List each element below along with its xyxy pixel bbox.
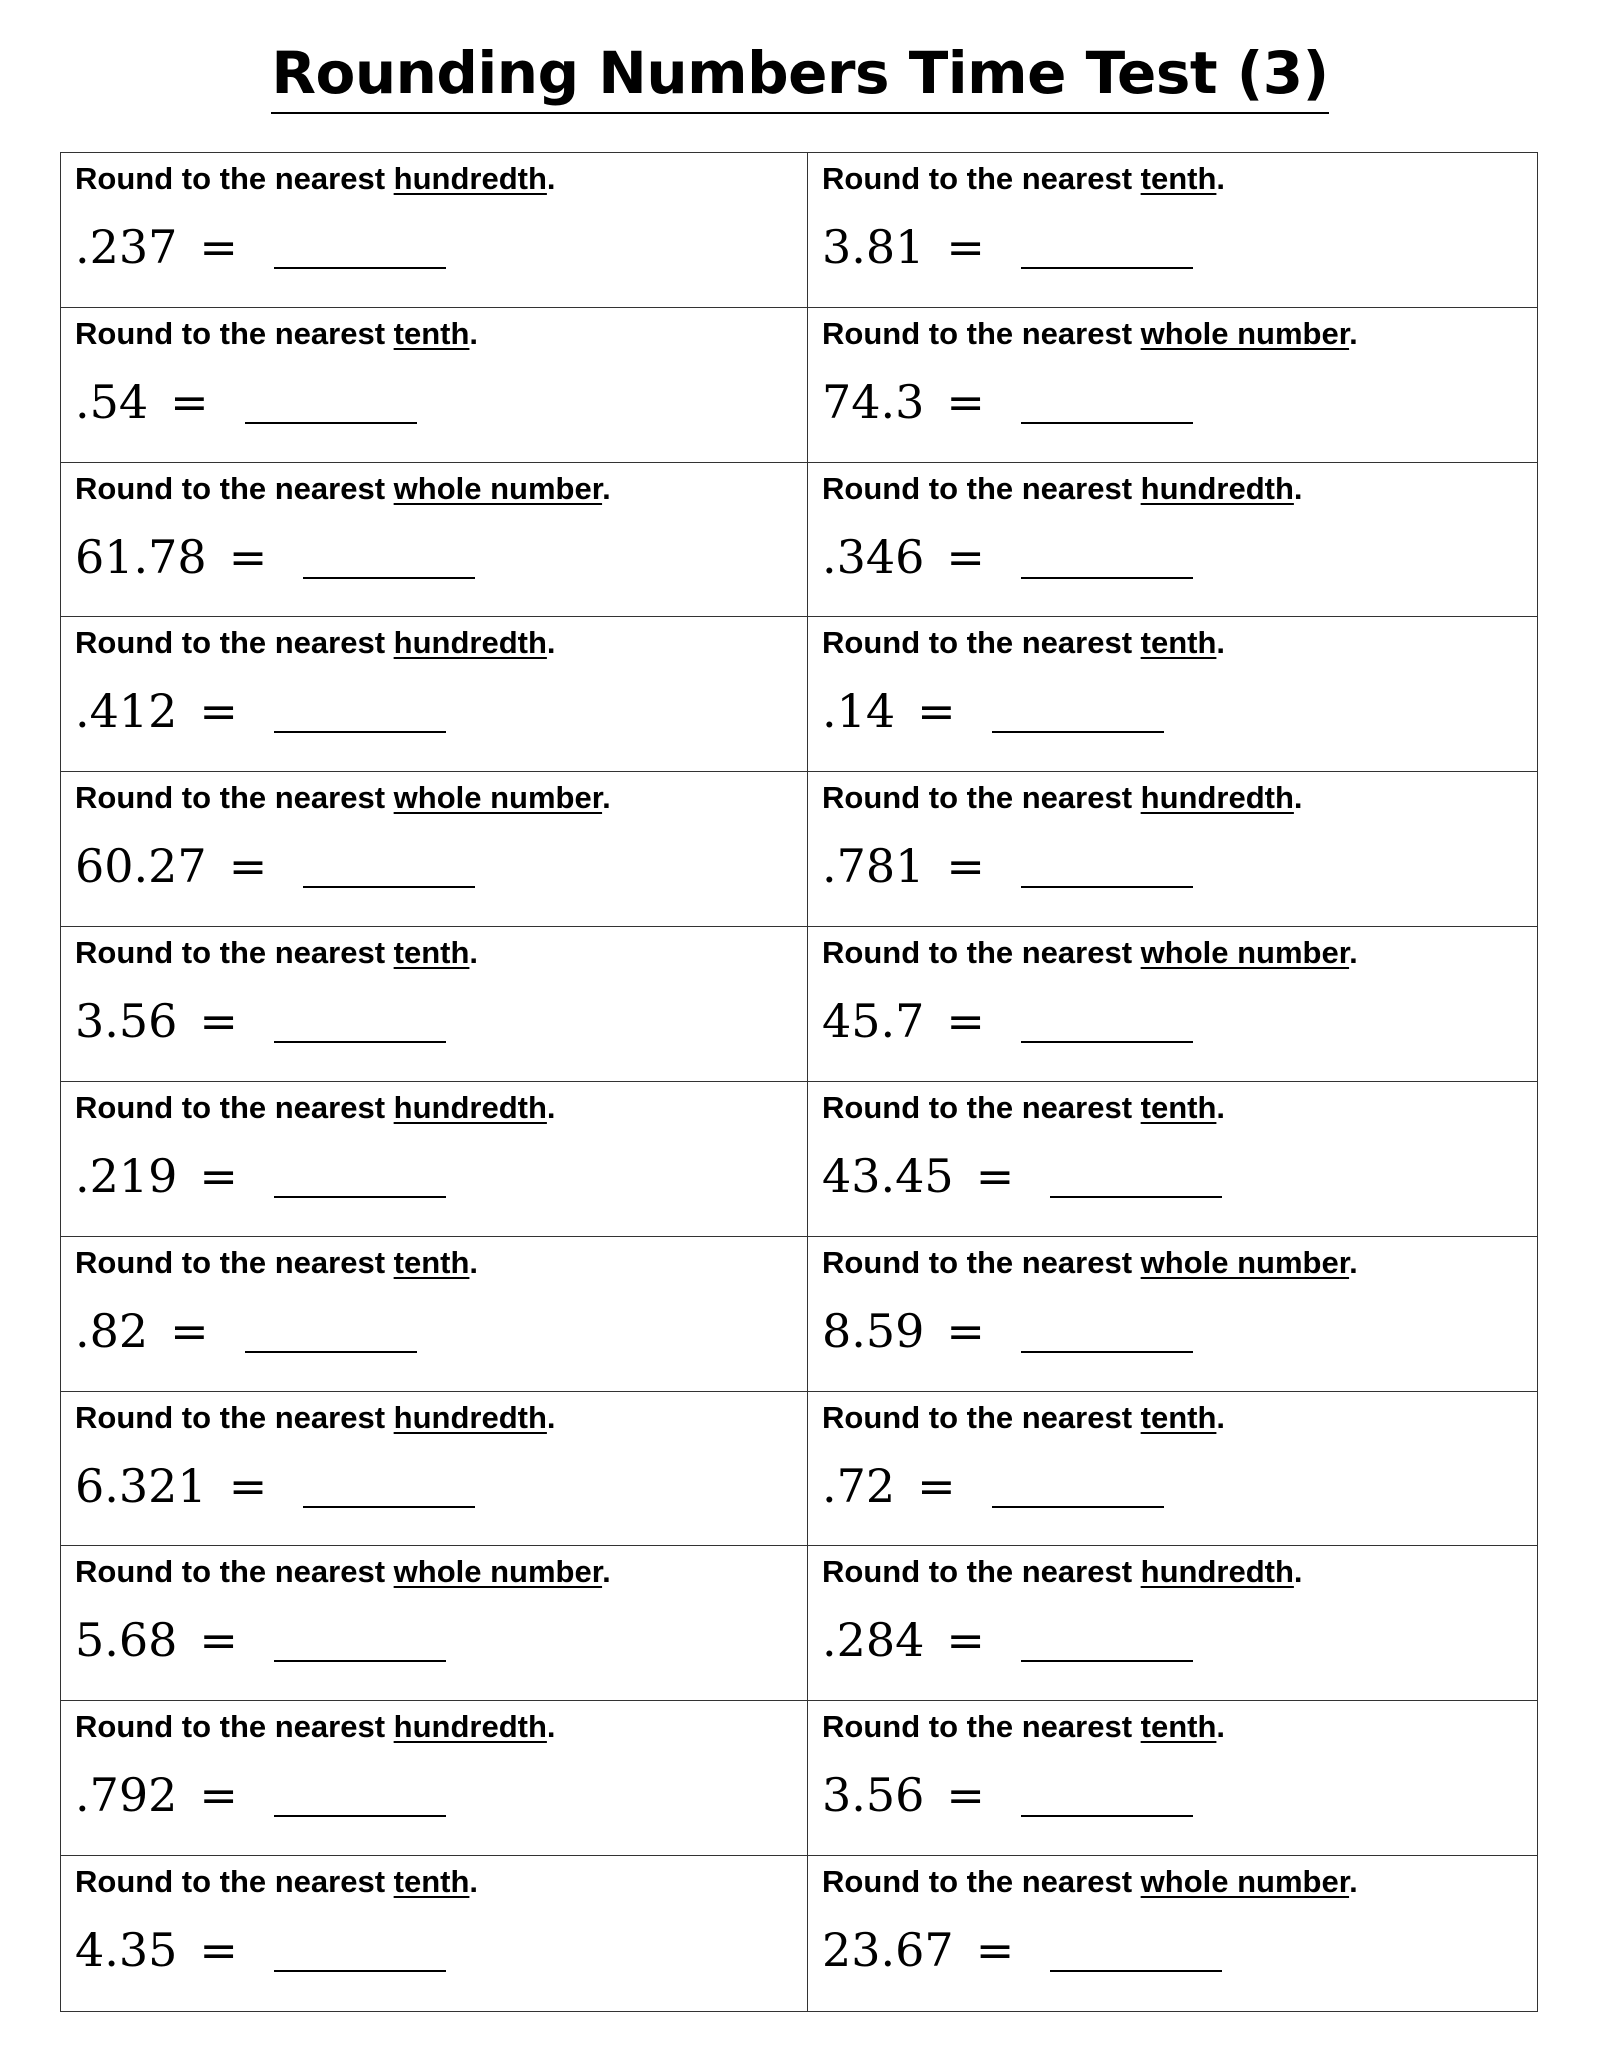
rounding-problem	[75, 370, 417, 434]
instruction-prefix: Round to the nearest	[75, 780, 394, 816]
answer-blank[interactable]	[1021, 1659, 1193, 1662]
problem-number: 74.3	[822, 374, 925, 429]
rounding-place: whole number	[1140, 1864, 1350, 1900]
rounding-place: tenth	[393, 1864, 470, 1900]
equals-sign: =	[975, 1148, 1015, 1203]
problem-number: .219	[75, 1148, 178, 1203]
answer-blank[interactable]	[274, 266, 446, 269]
answer-blank[interactable]	[1050, 1969, 1222, 1972]
rounding-place: whole number	[1140, 1244, 1350, 1280]
instruction-suffix: .	[469, 315, 479, 351]
equals-sign: =	[170, 1303, 209, 1358]
problem-cell-11	[61, 927, 808, 1082]
answer-blank[interactable]	[274, 1195, 446, 1198]
problem-cell-21	[61, 1701, 808, 1856]
equals-sign: =	[946, 1303, 985, 1358]
instruction-prefix: Round to the nearest	[822, 1864, 1141, 1900]
answer-blank[interactable]	[1021, 885, 1193, 888]
instruction-suffix: .	[1293, 470, 1303, 506]
instruction-suffix: .	[1293, 1554, 1303, 1590]
rounding-place: whole number	[393, 1554, 603, 1590]
instruction-text	[75, 467, 611, 511]
instruction-suffix: .	[1216, 625, 1226, 661]
rounding-place: hundredth	[1140, 780, 1294, 816]
problem-number: 3.56	[75, 994, 178, 1049]
rounding-problem	[75, 525, 475, 589]
rounding-place: hundredth	[393, 1089, 547, 1125]
instruction-text	[822, 931, 1358, 975]
answer-blank[interactable]	[274, 1659, 446, 1662]
answer-blank[interactable]	[1021, 1350, 1193, 1353]
rounding-place: hundredth	[393, 1399, 547, 1435]
equals-sign: =	[946, 1768, 985, 1823]
instruction-text	[75, 1396, 556, 1440]
problem-number: .792	[75, 1768, 178, 1823]
problem-number: 6.321	[75, 1458, 207, 1513]
instruction-suffix: .	[546, 161, 556, 196]
equals-sign: =	[170, 374, 209, 429]
instruction-prefix: Round to the nearest	[822, 935, 1141, 971]
equals-sign: =	[199, 220, 238, 274]
instruction-text	[822, 157, 1225, 201]
rounding-problem	[75, 215, 446, 279]
rounding-problem	[822, 1608, 1193, 1672]
equals-sign: =	[228, 529, 268, 584]
problem-cell-22	[808, 1701, 1537, 1856]
instruction-text	[822, 1396, 1225, 1440]
rounding-problem	[75, 1299, 417, 1363]
rounding-problem	[822, 1299, 1193, 1363]
rounding-place: whole number	[393, 470, 603, 506]
equals-sign: =	[199, 1923, 238, 1978]
answer-blank[interactable]	[274, 1040, 446, 1043]
rounding-problem	[75, 1144, 446, 1208]
problem-cell-17	[61, 1392, 808, 1547]
instruction-suffix: .	[1349, 1244, 1358, 1280]
rounding-place: hundredth	[393, 161, 547, 196]
equals-sign: =	[946, 1613, 985, 1668]
instruction-prefix: Round to the nearest	[75, 935, 394, 971]
instruction-text	[75, 621, 556, 665]
instruction-prefix: Round to the nearest	[822, 1709, 1141, 1745]
rounding-place: hundredth	[393, 1709, 547, 1745]
instruction-prefix: Round to the nearest	[822, 1554, 1141, 1590]
problem-number: 23.67	[822, 1923, 954, 1978]
rounding-problem	[75, 1763, 446, 1827]
equals-sign: =	[946, 374, 985, 429]
equals-sign: =	[917, 1458, 956, 1513]
answer-blank[interactable]	[1021, 266, 1193, 269]
instruction-prefix: Round to the nearest	[75, 161, 394, 196]
instruction-prefix: Round to the nearest	[75, 315, 394, 351]
problem-cell-6	[808, 463, 1537, 618]
instruction-suffix: .	[1349, 315, 1358, 351]
instruction-prefix: Round to the nearest	[822, 1089, 1141, 1125]
problem-number: .237	[75, 220, 178, 274]
instruction-suffix: .	[602, 780, 611, 816]
rounding-problem	[75, 1918, 446, 1982]
answer-blank[interactable]	[1021, 576, 1193, 579]
equals-sign: =	[228, 839, 268, 894]
problem-number: .72	[822, 1458, 896, 1513]
answer-blank[interactable]	[992, 1505, 1164, 1508]
rounding-place: hundredth	[1140, 1554, 1294, 1590]
instruction-prefix: Round to the nearest	[75, 470, 394, 506]
instruction-prefix: Round to the nearest	[75, 625, 394, 661]
instruction-text	[822, 1086, 1225, 1130]
answer-blank[interactable]	[245, 1350, 417, 1353]
rounding-place: whole number	[1140, 315, 1350, 351]
problem-cell-5	[61, 463, 808, 618]
problem-number: 61.78	[75, 529, 207, 584]
instruction-prefix: Round to the nearest	[822, 1244, 1141, 1280]
instruction-suffix: .	[469, 1864, 479, 1900]
instruction-prefix: Round to the nearest	[822, 1399, 1141, 1435]
problem-cell-13	[61, 1082, 808, 1237]
rounding-place: tenth	[1140, 1399, 1217, 1435]
rounding-place: tenth	[393, 315, 470, 351]
equals-sign: =	[946, 529, 985, 584]
instruction-suffix: .	[546, 1399, 556, 1435]
rounding-problem	[75, 989, 446, 1053]
instruction-suffix: .	[469, 1244, 479, 1280]
answer-blank[interactable]	[303, 885, 475, 888]
problem-number: .54	[75, 374, 149, 429]
instruction-text	[822, 1705, 1225, 1749]
problem-cell-12	[808, 927, 1537, 1082]
rounding-problem	[75, 834, 475, 898]
answer-blank[interactable]	[303, 576, 475, 579]
instruction-suffix: .	[602, 470, 611, 506]
rounding-problem	[822, 1454, 1164, 1518]
instruction-text	[822, 1241, 1358, 1285]
instruction-prefix: Round to the nearest	[75, 1089, 394, 1125]
rounding-place: tenth	[393, 935, 470, 971]
answer-blank[interactable]	[992, 730, 1164, 733]
instruction-suffix: .	[546, 1089, 556, 1125]
instruction-suffix: .	[1349, 935, 1358, 971]
problem-cell-1	[61, 153, 808, 308]
problem-cell-9	[61, 772, 808, 927]
instruction-prefix: Round to the nearest	[75, 1244, 394, 1280]
problem-grid	[60, 152, 1538, 2012]
instruction-prefix: Round to the nearest	[822, 161, 1141, 196]
problem-cell-15	[61, 1237, 808, 1392]
equals-sign: =	[199, 1768, 238, 1823]
problem-cell-10	[808, 772, 1537, 927]
instruction-suffix: .	[546, 1709, 556, 1745]
problem-cell-2	[808, 153, 1537, 308]
answer-blank[interactable]	[1021, 1040, 1193, 1043]
problem-cell-7	[61, 617, 808, 772]
equals-sign: =	[199, 1148, 238, 1203]
rounding-place: tenth	[393, 1244, 470, 1280]
rounding-place: tenth	[1140, 1709, 1217, 1745]
instruction-text	[75, 1086, 556, 1130]
problem-cell-4	[808, 308, 1537, 463]
instruction-text	[822, 1860, 1358, 1904]
problem-number: .346	[822, 529, 925, 584]
instruction-text	[822, 467, 1303, 511]
equals-sign: =	[946, 994, 985, 1049]
rounding-place: tenth	[1140, 625, 1217, 661]
problem-cell-3	[61, 308, 808, 463]
rounding-problem	[822, 525, 1193, 589]
instruction-prefix: Round to the nearest	[75, 1864, 394, 1900]
problem-cell-23	[61, 1856, 808, 2011]
equals-sign: =	[199, 994, 238, 1049]
problem-number: .412	[75, 684, 178, 739]
instruction-prefix: Round to the nearest	[822, 780, 1141, 816]
instruction-prefix: Round to the nearest	[822, 470, 1141, 506]
instruction-text	[75, 157, 556, 201]
rounding-place: tenth	[1140, 161, 1217, 196]
problem-number: .781	[822, 839, 925, 894]
problem-number: 3.56	[822, 1768, 925, 1823]
equals-sign: =	[199, 684, 238, 739]
instruction-text	[75, 931, 478, 975]
equals-sign: =	[946, 839, 985, 894]
instruction-suffix: .	[1216, 1089, 1226, 1125]
problem-number: 4.35	[75, 1923, 178, 1978]
rounding-problem	[75, 1454, 475, 1518]
rounding-place: whole number	[393, 780, 603, 816]
problem-number: .82	[75, 1303, 149, 1358]
answer-blank[interactable]	[1021, 421, 1193, 424]
equals-sign: =	[199, 1613, 238, 1668]
problem-cell-20	[808, 1546, 1537, 1701]
instruction-text	[822, 621, 1225, 665]
rounding-problem	[822, 1763, 1193, 1827]
problem-number: 43.45	[822, 1148, 954, 1203]
rounding-place: hundredth	[1140, 470, 1294, 506]
instruction-text	[822, 312, 1358, 356]
rounding-problem	[75, 1608, 446, 1672]
problem-cell-18	[808, 1392, 1537, 1547]
rounding-place: tenth	[1140, 1089, 1217, 1125]
instruction-prefix: Round to the nearest	[822, 625, 1141, 661]
instruction-prefix: Round to the nearest	[75, 1399, 394, 1435]
problem-cell-16	[808, 1237, 1537, 1392]
equals-sign: =	[917, 684, 956, 739]
equals-sign: =	[946, 220, 985, 274]
instruction-suffix: .	[1216, 1709, 1226, 1745]
rounding-problem	[822, 215, 1193, 279]
instruction-suffix: .	[1216, 161, 1226, 196]
instruction-suffix: .	[469, 935, 479, 971]
rounding-problem	[822, 1144, 1222, 1208]
problem-number: .284	[822, 1613, 925, 1668]
worksheet-title: Rounding Numbers Time Test (3)	[0, 34, 1600, 114]
rounding-place: hundredth	[393, 625, 547, 661]
rounding-place: whole number	[1140, 935, 1350, 971]
rounding-problem	[822, 989, 1193, 1053]
instruction-suffix: .	[546, 625, 556, 661]
instruction-text	[822, 1550, 1303, 1594]
instruction-prefix: Round to the nearest	[75, 1554, 394, 1590]
instruction-text	[822, 776, 1303, 820]
instruction-prefix: Round to the nearest	[75, 1709, 394, 1745]
problem-cell-8	[808, 617, 1537, 772]
answer-blank[interactable]	[274, 730, 446, 733]
problem-cell-19	[61, 1546, 808, 1701]
equals-sign: =	[228, 1458, 268, 1513]
instruction-suffix: .	[1216, 1399, 1226, 1435]
instruction-suffix: .	[1293, 780, 1303, 816]
rounding-problem	[75, 679, 446, 743]
equals-sign: =	[975, 1923, 1015, 1978]
instruction-text	[75, 1550, 611, 1594]
instruction-text	[75, 1860, 478, 1904]
instruction-suffix: .	[602, 1554, 611, 1590]
answer-blank[interactable]	[274, 1969, 446, 1972]
problem-number: .14	[822, 684, 896, 739]
instruction-suffix: .	[1349, 1864, 1358, 1900]
answer-blank[interactable]	[1021, 1814, 1193, 1817]
instruction-text	[75, 1705, 556, 1749]
instruction-text	[75, 776, 611, 820]
instruction-text	[75, 312, 478, 356]
problem-number: 5.68	[75, 1613, 178, 1668]
problem-number: 45.7	[822, 994, 925, 1049]
rounding-problem	[822, 679, 1164, 743]
rounding-problem	[822, 1918, 1222, 1982]
rounding-problem	[822, 370, 1193, 434]
answer-blank[interactable]	[1050, 1195, 1222, 1198]
answer-blank[interactable]	[303, 1505, 475, 1508]
instruction-text	[75, 1241, 478, 1285]
answer-blank[interactable]	[274, 1814, 446, 1817]
problem-cell-14	[808, 1082, 1537, 1237]
problem-cell-24	[808, 1856, 1537, 2011]
answer-blank[interactable]	[245, 421, 417, 424]
problem-number: 8.59	[822, 1303, 925, 1358]
problem-number: 3.81	[822, 220, 925, 274]
instruction-prefix: Round to the nearest	[822, 315, 1141, 351]
rounding-problem	[822, 834, 1193, 898]
problem-number: 60.27	[75, 839, 207, 894]
